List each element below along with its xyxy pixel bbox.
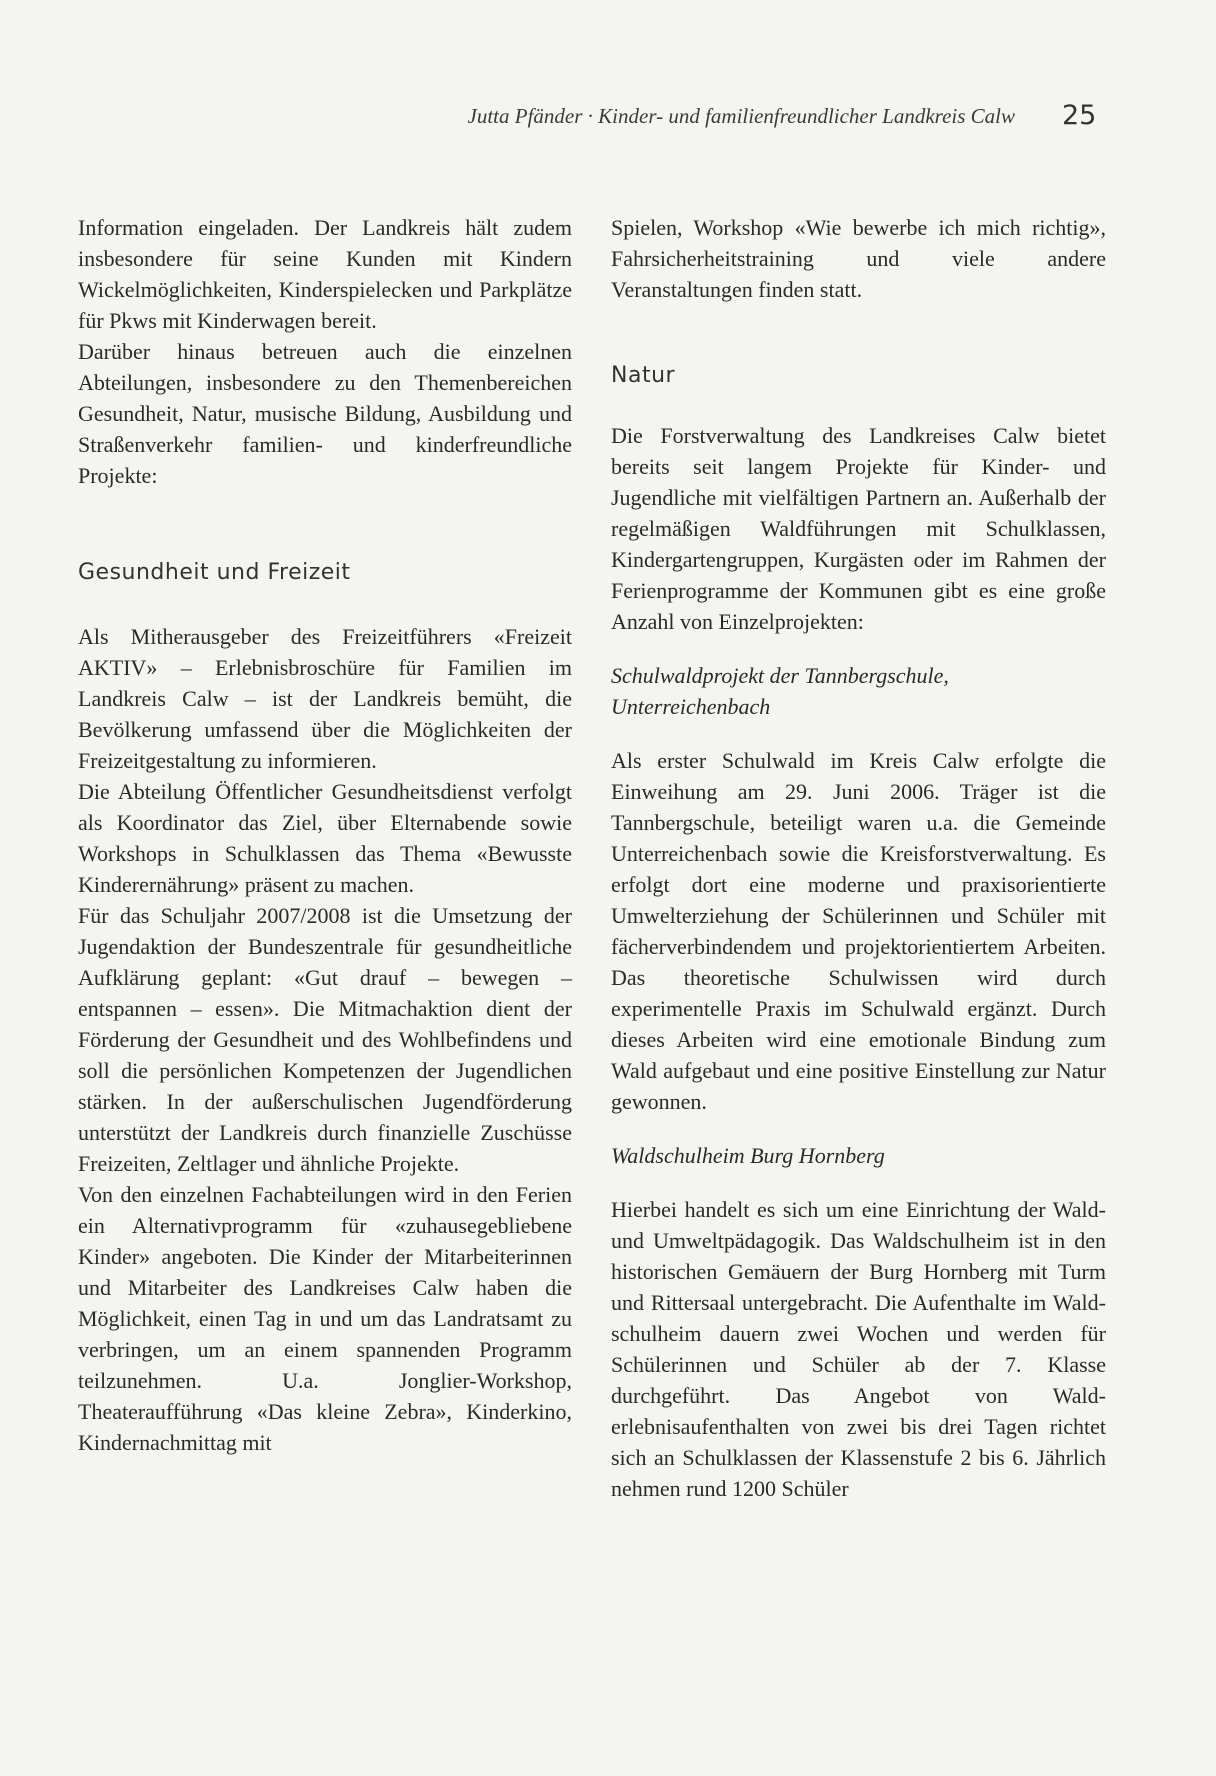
paragraph: Von den einzelnen Fachabteilungen wird in den Ferien ein Alternativprogramm für «zuhausegebliebene Kinder» angeboten. Die Kinder der Mitarbeiterinnen und Mitarbeiter des Landkreises Calw haben die Möglichkeit, einen Tag in und um das Landratsamt zu verbringen, um an einem spannenden Programm teilzunehmen. U.a. Jonglier-Workshop, Theateraufführung «Das kleine Zebra», Kinderkino, Kindernachmittag mit bbox=[78, 1182, 572, 1455]
paragraph: Die Forstverwaltung des Landkreises Calw bietet bereits seit langem Projekte für Kinder- und Jugendliche mit vielfältigen Partnern an. Außerhalb der regelmäßigen Waldführungen mit Schulklassen, Kindergartengruppen, Kurgästen oder im Rahmen der Ferienprogramme der Kommunen gibt es eine große Anzahl von Einzelprojekten: bbox=[611, 423, 1106, 634]
left-column bbox=[78, 212, 572, 1458]
paragraph: Für das Schuljahr 2007/2008 ist die Umsetzung der Jugendaktion der Bundeszentrale für gesundheitliche Aufklärung geplant: «Gut drauf – bewegen – entspannen – essen». Die Mitmachaktion dient der Förderung der Gesundheit und des Wohlbefindens und soll die persönlichen Kompetenzen der Jugendlichen stärken. In der außerschulischen Jugendförderung unterstützt der Landkreis durch finanzielle Zuschüsse Freizeiten, Zeltlager und ähnliche Projekte. bbox=[78, 903, 572, 1176]
running-head: Jutta Pfänder · Kinder- und familienfreundlicher Landkreis Calw bbox=[467, 104, 1015, 128]
subsection-heading: Waldschulheim Burg Hornberg bbox=[611, 1143, 885, 1168]
paragraph: Als erster Schulwald im Kreis Calw erfolgte die Einweihung am 29. Juni 2006. Träger ist die Tannbergschule, beteiligt waren u.a. die Gemeinde Unterreichenbach sowie die Kreisforstverwaltung. Es erfolgt dort eine moderne und praxisorientierte Umwelterziehung der Schülerinnen und Schüler mit fächerverbindendem und projektorientiertem Arbeiten. Das theoretische Schulwissen wird durch experimentelle Praxis im Schulwald ergänzt. Durch dieses Arbeiten wird eine emotionale Bindung zum Wald aufgebaut und eine positive Einstellung zur Natur gewonnen. bbox=[611, 748, 1106, 1114]
page-number: 25 bbox=[1062, 100, 1097, 131]
paragraph: Als Mitherausgeber des Freizeitführers «Freizeit AKTIV» – Erlebnisbroschüre für Familien im Landkreis Calw – ist der Landkreis bemüht, die Bevölkerung umfassend über die Möglichkeiten der Freizeitgestaltung zu informieren. bbox=[78, 624, 572, 773]
paragraph: Darüber hinaus betreuen auch die einzelnen Abteilungen, insbesondere zu den Themenbereichen Gesundheit, Natur, musische Bildung, Ausbildung und Straßenverkehr familien- und kinderfreundliche Projekte: bbox=[78, 339, 572, 488]
paragraph: Information eingeladen. Der Landkreis hält zudem insbesondere für seine Kunden mit Kindern Wickelmöglichkeiten, Kinderspielecken und Parkplätze für Pkws mit Kinderwagen bereit. bbox=[78, 215, 572, 333]
paragraph: Die Abteilung Öffentlicher Gesundheitsdienst verfolgt als Koordinator das Ziel, über Elternabende sowie Workshops in Schulklassen das Thema «Bewusste Kinderernährung» präsent zu machen. bbox=[78, 779, 572, 897]
section-heading: Natur bbox=[611, 363, 676, 388]
subsection-heading: Schulwaldprojekt der Tannbergschule, Unterreichenbach bbox=[611, 663, 949, 719]
paragraph: Spielen, Workshop «Wie bewerbe ich mich richtig», Fahrsicherheitstraining und viele andere Veranstaltungen finden statt. bbox=[611, 215, 1106, 302]
paragraph: Hierbei handelt es sich um eine Einrichtung der Wald- und Umweltpädagogik. Das Waldschulheim ist in den historischen Gemäuern der Burg Hornberg mit Turm und Rittersaal untergebracht. Die Aufenthalte im Waldschulheim dauern zwei Wochen und werden für Schülerinnen und Schüler ab der 7. Klasse durchgeführt. Das Angebot von Walderlebnisaufenthalten von zwei bis drei Tagen richtet sich an Schulklassen der Klassenstufe 2 bis 6. Jährlich nehmen rund 1200 Schüler bbox=[611, 1197, 1106, 1501]
section-heading: Gesundheit und Freizeit bbox=[78, 560, 351, 585]
right-column bbox=[611, 212, 1106, 1504]
